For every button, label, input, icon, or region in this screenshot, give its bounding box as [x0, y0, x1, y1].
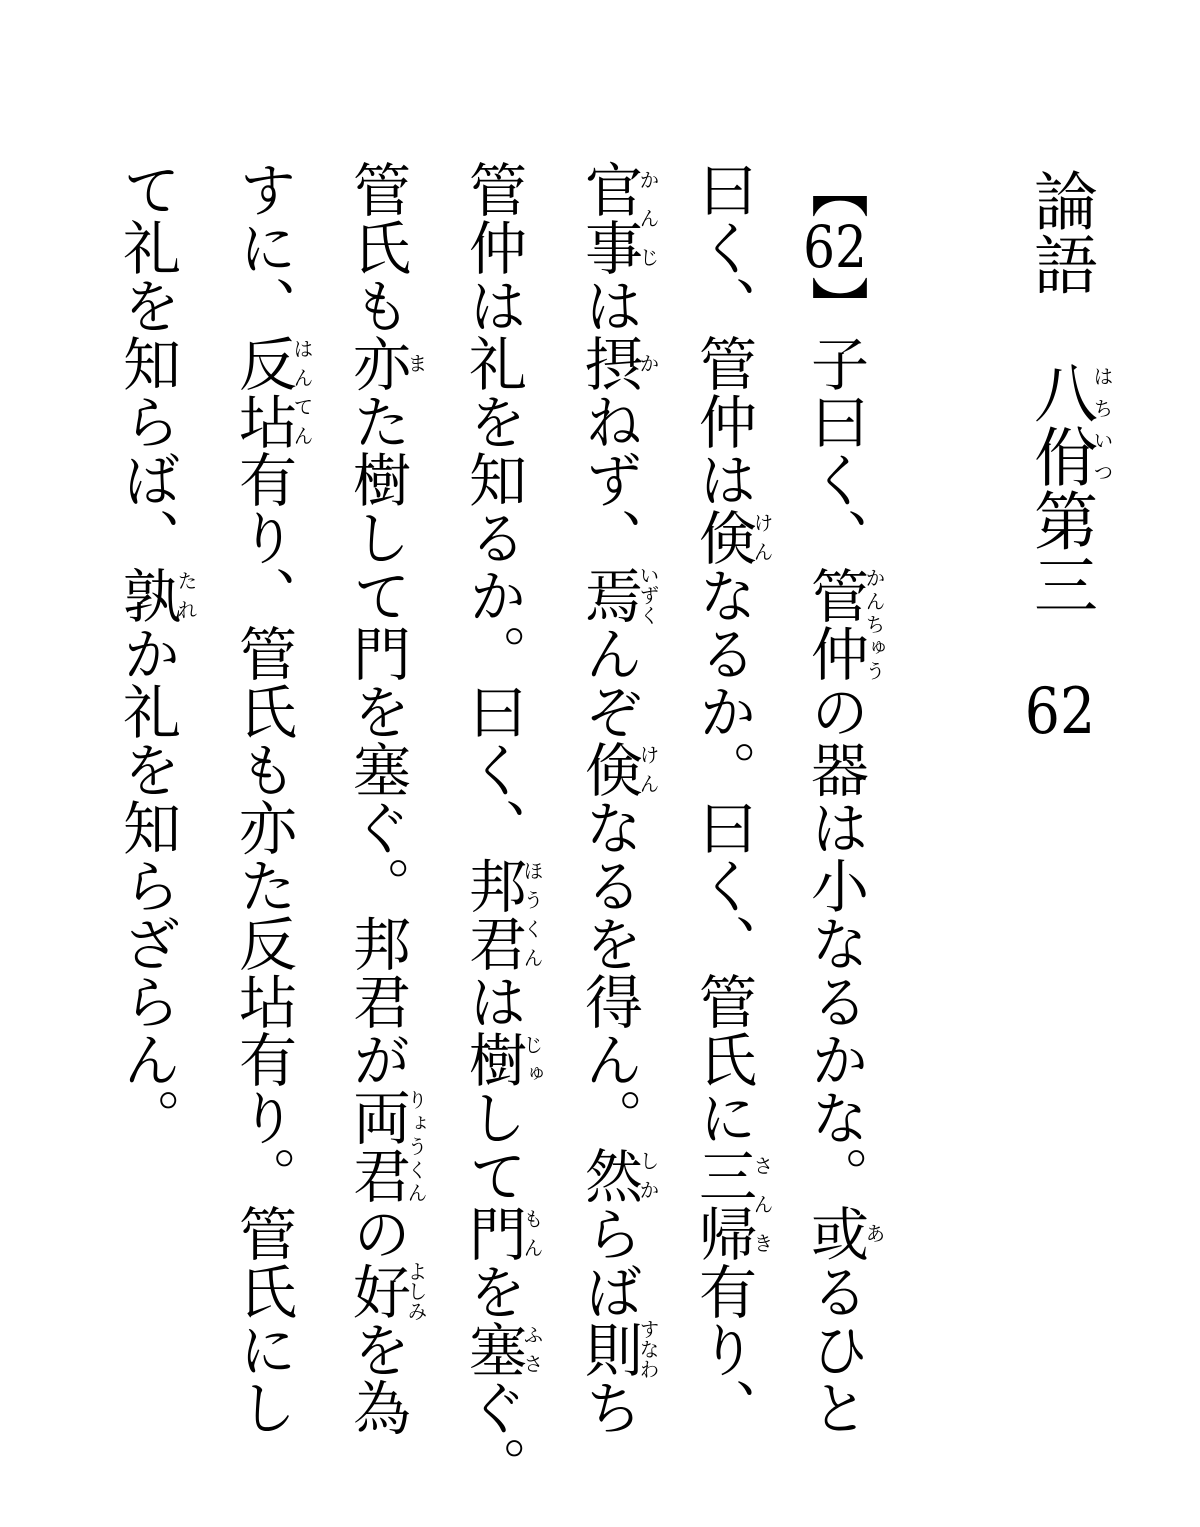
passage-number: 【62】 — [801, 160, 869, 334]
chapter-suffix: 第三 — [1023, 488, 1097, 616]
chapter-title — [1023, 168, 1114, 744]
chapter-ruby: はちいつ — [1090, 360, 1114, 488]
text-column-6: すに、反坫はんてん有り、管氏も亦た反坫有り。管氏にし — [229, 160, 314, 1436]
book-title: 論語 — [1023, 168, 1097, 296]
text-column-3: 官事かんじは摂かねず、焉いずくんぞ倹けんなるを得ん。然しからば則すなわち — [575, 160, 660, 1436]
text-column-5: 管氏も亦また樹して門を塞ぐ。邦君が両君りょうくんの好よしみを為 — [343, 160, 428, 1436]
text-column-2: 曰く、管仲は倹けんなるか。曰く、管氏に三帰さんき有り、 — [689, 160, 774, 1436]
text-column-7: て礼を知らば、孰たれか礼を知らざらん。 — [113, 160, 198, 1146]
text-column-4: 管仲は礼を知るか。曰く、邦君ほうくんは樹じゅして門もんを塞ふさぐ。 — [459, 160, 544, 1494]
text-column-1: 【62】子曰く、管仲かんちゅうの器は小なるかな。或あるひと — [801, 160, 886, 1436]
chapter-number: 62 — [1024, 680, 1096, 744]
chapter-name: 八佾はちいつ — [1023, 360, 1114, 488]
